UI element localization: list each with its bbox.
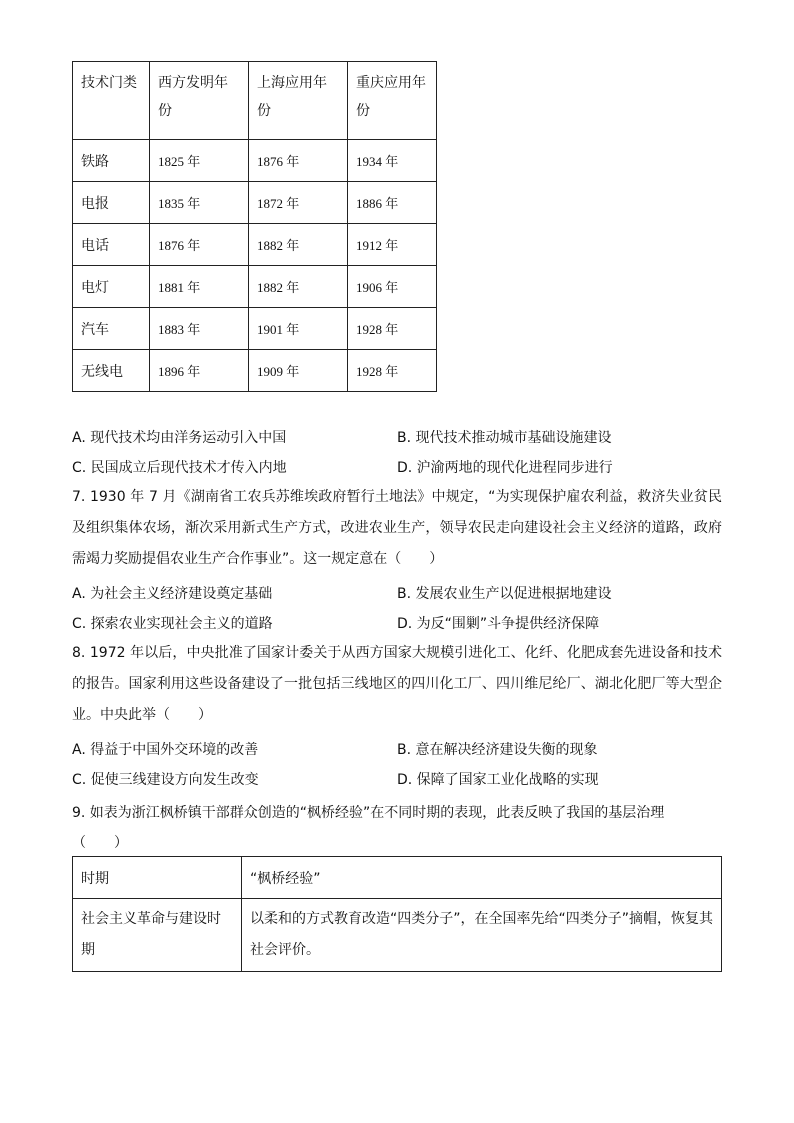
table-cell: 铁路 [73, 140, 150, 182]
q7-stem: 7. 1930 年 7 月《湖南省工农兵苏维埃政府暂行土地法》中规定，“为实现保护雇农利益，救济失业贫民及组织集体农场，渐次采用新式生产方式，改进农业生产，领导农民走向建设社会主义经济的道路，政府需竭力奖励提倡农业生产合作事业”。这一规定意在（ ） [72, 489, 722, 567]
table-row [73, 140, 437, 182]
table-row [73, 308, 437, 350]
table-header-cell: 西方发明年份 [150, 62, 249, 140]
table-header-cell: 时期 [73, 857, 242, 899]
table-cell: 1928 年 [348, 308, 437, 350]
table-header-row [73, 62, 437, 140]
table-cell: 1909 年 [249, 350, 348, 392]
q7-option-b: B. 发展农业生产以促进根据地建设 [397, 586, 612, 602]
table-cell: 1906 年 [348, 266, 437, 308]
table-cell: 1872 年 [249, 182, 348, 224]
table-header-cell: 上海应用年份 [249, 62, 348, 140]
table-cell: 电话 [73, 224, 150, 266]
q8-option-a: A. 得益于中国外交环境的改善 [72, 742, 259, 758]
table-header-cell: 技术门类 [73, 62, 150, 140]
table-header-cell: “枫桥经验” [242, 857, 722, 899]
table-cell: 1912 年 [348, 224, 437, 266]
table-cell: 1825 年 [150, 140, 249, 182]
table-cell: 1881 年 [150, 266, 249, 308]
table-row [73, 182, 437, 224]
table-cell: 1835 年 [150, 182, 249, 224]
table-cell: 1882 年 [249, 224, 348, 266]
table-cell: 1883 年 [150, 308, 249, 350]
table-cell: 1901 年 [249, 308, 348, 350]
table-cell: 1876 年 [249, 140, 348, 182]
q7-option-c: C. 探索农业实现社会主义的道路 [72, 616, 273, 632]
table-cell: 1934 年 [348, 140, 437, 182]
q6-option-a: A. 现代技术均由洋务运动引入中国 [72, 430, 287, 446]
table-row [73, 224, 437, 266]
q7-option-d: D. 为反“围剿”斗争提供经济保障 [397, 616, 600, 632]
table-row [73, 350, 437, 392]
table-header-row [73, 857, 722, 899]
q8-option-b: B. 意在解决经济建设失衡的现象 [397, 742, 598, 758]
q9-stem: 9. 如表为浙江枫桥镇干部群众创造的“枫桥经验”在不同时期的表现，此表反映了我国的基层治理 [72, 805, 665, 821]
technology-table [72, 61, 437, 392]
q6-option-d: D. 沪渝两地的现代化进程同步进行 [397, 460, 613, 476]
table-cell: 汽车 [73, 308, 150, 350]
table-cell: 1876 年 [150, 224, 249, 266]
table-cell: 1896 年 [150, 350, 249, 392]
table-row [73, 899, 722, 972]
table-cell: 以柔和的方式教育改造“四类分子”，在全国率先给“四类分子”摘帽，恢复其社会评价。 [242, 899, 722, 972]
q6-option-c: C. 民国成立后现代技术才传入内地 [72, 460, 287, 476]
table-cell: 电报 [73, 182, 150, 224]
table-cell: 社会主义革命与建设时期 [73, 899, 242, 972]
table-cell: 电灯 [73, 266, 150, 308]
table-cell: 1928 年 [348, 350, 437, 392]
table-cell: 无线电 [73, 350, 150, 392]
q9-answer-blank: （ ） [72, 835, 128, 851]
q7-option-a: A. 为社会主义经济建设奠定基础 [72, 586, 273, 602]
table-cell: 1886 年 [348, 182, 437, 224]
table-cell: 1882 年 [249, 266, 348, 308]
q6-option-b: B. 现代技术推动城市基础设施建设 [397, 430, 612, 446]
q8-stem: 8. 1972 年以后，中央批准了国家计委关于从西方国家大规模引进化工、化纤、化肥成套先进设备和技术的报告。国家利用这些设备建设了一批包括三线地区的四川化工厂、四川维尼纶厂、湖北化肥厂等大型企业。中央此举（ ） [72, 645, 722, 723]
table-header-cell: 重庆应用年份 [348, 62, 437, 140]
q8-option-d: D. 保障了国家工业化战略的实现 [397, 772, 599, 788]
table-row [73, 266, 437, 308]
fengqiao-table [72, 856, 722, 972]
q8-option-c: C. 促使三线建设方向发生改变 [72, 772, 259, 788]
